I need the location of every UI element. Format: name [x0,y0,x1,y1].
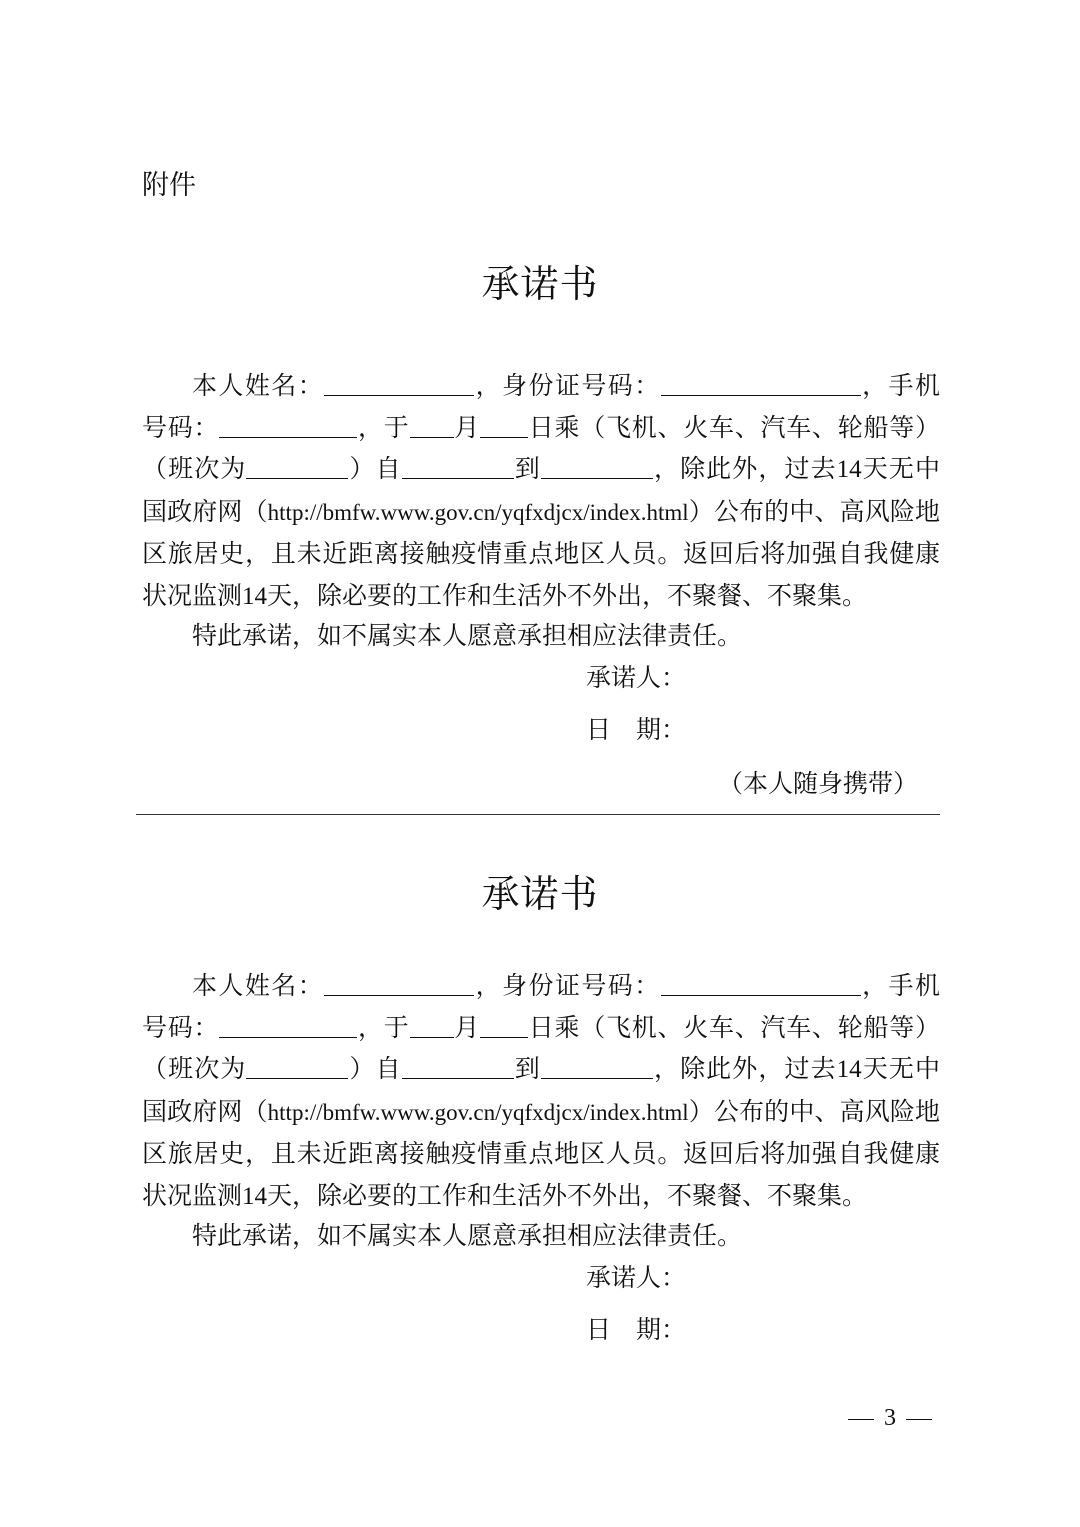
pledge-body-paragraph [142,365,940,618]
gov-url: http://bmfw.www.gov.cn/yqfxdjcx/index.html [267,1099,689,1125]
transport-text: 日乘（飞机、火车、汽车、轮船等）（班次为 [142,412,940,484]
pledge-statement: 特此承诺，如不属实本人愿意承担相应法律责任。 [192,621,743,650]
pledge-body-paragraph [142,965,940,1218]
pledge-title: 承诺书 [481,262,599,306]
travel-history-text: ，除此外，过去 [652,1054,837,1084]
travel-history-text: ，除此外，过去 [652,454,837,484]
to-text: 到 [513,1054,541,1084]
phone-label: ，手机号码： [142,971,940,1042]
travel-history-text-4: 天，除必要的工作和生活外不外出，不聚餐、不聚集。 [267,580,868,610]
phone-label: ，手机号码： [142,371,940,442]
page-dash-right [906,1419,932,1420]
month-text: 月 [453,412,480,442]
trip-number-blank[interactable] [246,1052,348,1079]
days-number: 14 [836,456,862,484]
name-label: 本人姓名： [192,971,325,1000]
travel-history-text-3: ）公布的中、高风险地区旅居史，且未近距离接触疫情重点地区人员。返回后将加强自我健康状况监测 [142,1096,940,1210]
id-number-blank[interactable] [661,969,861,996]
page-number: 3 [884,1405,896,1431]
trip-number-blank[interactable] [246,452,348,479]
monitor-days-number: 14 [242,1182,268,1210]
travel-history-text-2: 天无中国政府网（ [142,454,940,526]
date-on-text: ，于 [357,1012,410,1042]
pledge-title: 承诺书 [481,872,599,916]
page-dash-left [848,1419,874,1420]
page-number-footer [848,1400,932,1436]
destination-blank[interactable] [541,1052,653,1079]
from-text: ）自 [348,1054,402,1084]
phone-blank[interactable] [219,411,357,438]
pledge-statement: 特此承诺，如不属实本人愿意承担相应法律责任。 [192,1221,743,1250]
id-number-blank[interactable] [661,369,861,396]
name-blank[interactable] [324,969,474,996]
days-number: 14 [836,1056,862,1084]
signer-label: 承诺人： [586,1263,687,1292]
travel-history-text-3: ）公布的中、高风险地区旅居史，且未近距离接触疫情重点地区人员。返回后将加强自我健康状况监测 [142,496,940,610]
transport-text: 日乘（飞机、火车、汽车、轮船等）（班次为 [142,1012,940,1084]
id-label: ，身份证号码： [474,971,661,1000]
date-on-text: ，于 [357,412,410,442]
month-blank[interactable] [410,411,454,438]
origin-blank[interactable] [402,1052,514,1079]
travel-history-text-4: 天，除必要的工作和生活外不外出，不聚餐、不聚集。 [267,1180,868,1210]
gov-url: http://bmfw.www.gov.cn/yqfxdjcx/index.html [267,499,689,525]
phone-blank[interactable] [219,1011,357,1038]
name-label: 本人姓名： [192,371,325,400]
cut-line-divider [136,814,940,815]
name-blank[interactable] [324,369,474,396]
date-label: 日 期： [586,1315,687,1344]
id-label: ，身份证号码： [474,371,661,400]
to-text: 到 [513,454,541,484]
carry-note: （本人随身携带） [718,769,919,798]
date-label: 日 期： [586,715,687,744]
annex-label: 附件 [142,170,196,201]
destination-blank[interactable] [541,452,653,479]
from-text: ）自 [348,454,402,484]
monitor-days-number: 14 [242,582,268,610]
origin-blank[interactable] [402,452,514,479]
day-blank[interactable] [480,411,528,438]
travel-history-text-2: 天无中国政府网（ [142,1054,940,1126]
signer-label: 承诺人： [586,663,687,692]
month-blank[interactable] [410,1011,454,1038]
day-blank[interactable] [480,1011,528,1038]
month-text: 月 [453,1012,480,1042]
